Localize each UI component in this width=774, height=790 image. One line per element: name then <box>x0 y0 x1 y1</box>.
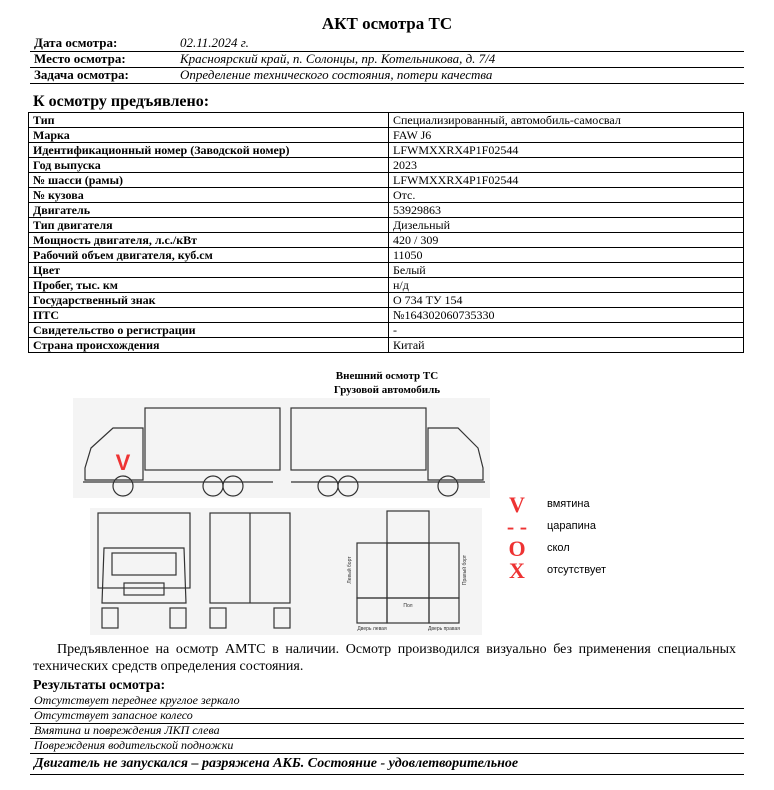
spec-value: Специализированный, автомобиль-самосвал <box>389 113 744 128</box>
legend-missing-symbol: X <box>509 558 525 583</box>
spec-value: - <box>389 323 744 338</box>
result-row <box>30 709 744 724</box>
spec-row <box>29 158 744 173</box>
spec-row <box>29 218 744 233</box>
spec-key: № кузова <box>29 188 389 203</box>
spec-key: Страна происхождения <box>29 338 389 353</box>
spec-row <box>29 203 744 218</box>
top-view-door-right <box>429 598 459 623</box>
spec-value: 2023 <box>389 158 744 173</box>
presented-heading: К осмотру предъявлено: <box>33 93 210 110</box>
spec-value: Дизельный <box>389 218 744 233</box>
spec-row <box>29 308 744 323</box>
legend-dent-label: вмятина <box>547 498 590 510</box>
left-view-cargo-box <box>145 408 280 470</box>
right-view-cargo-box <box>291 408 426 470</box>
spec-value: О 734 ТУ 154 <box>389 293 744 308</box>
spec-value: №164302060735330 <box>389 308 744 323</box>
spec-key: Идентификационный номер (Заводской номер) <box>29 143 389 158</box>
spec-value: Отс. <box>389 188 744 203</box>
top-view-left-side <box>357 543 387 598</box>
result-row <box>30 739 744 754</box>
spec-value: 420 / 309 <box>389 233 744 248</box>
left-view-cab <box>85 428 143 480</box>
spec-row <box>29 278 744 293</box>
spec-value: 11050 <box>389 248 744 263</box>
left-view-rear-wheel-1 <box>203 476 223 496</box>
right-view-rear-wheel-2 <box>338 476 358 496</box>
header-row-place <box>30 51 744 68</box>
header-label: Задача осмотра: <box>34 67 129 82</box>
spec-value: 53929863 <box>389 203 744 218</box>
legend-chip-symbol: O <box>508 536 526 561</box>
header-value: Красноярский край, п. Солонцы, пр. Котельникова, д. 7/4 <box>180 51 496 66</box>
label-right-side: Правый борт <box>462 554 468 586</box>
top-view-door-left <box>357 598 387 623</box>
left-view-front-wheel <box>113 476 133 496</box>
spec-key: Рабочий объем двигателя, куб.см <box>29 248 389 263</box>
spec-row <box>29 248 744 263</box>
right-view-front-wheel <box>438 476 458 496</box>
result-text: Отсутствует переднее круглое зеркало <box>34 693 240 707</box>
result-text: Отсутствует запасное колесо <box>34 708 193 722</box>
left-view-rear-wheel-2 <box>223 476 243 496</box>
conclusion-text: Двигатель не запускался – разряжена АКБ. Состояние - удовлетворительное <box>34 756 519 771</box>
spec-key: Государственный знак <box>29 293 389 308</box>
document-title: АКТ осмотра ТС <box>321 14 453 33</box>
result-text: Вмятина и повреждения ЛКП слева <box>34 723 220 737</box>
damage-mark-dent: V <box>115 450 131 475</box>
spec-row <box>29 293 744 308</box>
inspection-note: Предъявленное на осмотр АМТС в наличии. Осмотр производился визуально без применения специальных технических средств определения состояния. <box>33 642 736 674</box>
spec-row <box>29 188 744 203</box>
spec-value: Китай <box>389 338 744 353</box>
result-row <box>30 694 744 709</box>
spec-value: н/д <box>389 278 744 293</box>
right-view-cab <box>428 428 483 480</box>
vehicle-spec-table <box>28 112 744 353</box>
spec-value: LFWMXXRX4P1F02544 <box>389 173 744 188</box>
legend-scratch-symbol: - - <box>506 514 528 539</box>
spec-row <box>29 128 744 143</box>
legend-dent-symbol: V <box>509 492 525 517</box>
legend-missing-label: отсутствует <box>547 564 607 576</box>
spec-value: Белый <box>389 263 744 278</box>
spec-row <box>29 143 744 158</box>
top-view-front <box>387 511 429 543</box>
spec-key: Пробег, тыс. км <box>29 278 389 293</box>
top-view-floor <box>387 598 429 623</box>
spec-key: Тип <box>29 113 389 128</box>
header-row-task <box>30 67 744 84</box>
spec-key: Тип двигателя <box>29 218 389 233</box>
spec-row <box>29 113 744 128</box>
spec-row <box>29 233 744 248</box>
header-label: Место осмотра: <box>34 51 126 66</box>
spec-key: Год выпуска <box>29 158 389 173</box>
header-value: Определение технического состояния, потери качества <box>180 67 493 82</box>
result-text: Повреждения водительской подножки <box>34 738 234 752</box>
spec-key: Цвет <box>29 263 389 278</box>
spec-key: № шасси (рамы) <box>29 173 389 188</box>
legend-scratch-label: царапина <box>547 520 596 532</box>
top-view-right-side <box>429 543 459 598</box>
label-door-left: Дверь левая <box>357 626 387 632</box>
spec-key: Марка <box>29 128 389 143</box>
spec-key: Мощность двигателя, л.с./кВт <box>29 233 389 248</box>
spec-key: ПТС <box>29 308 389 323</box>
truck-front-rear-top-drawing <box>90 508 482 635</box>
front-view-box <box>98 513 190 588</box>
result-row <box>30 724 744 739</box>
legend-chip-label: скол <box>547 542 570 554</box>
spec-row <box>29 173 744 188</box>
results-heading: Результаты осмотра: <box>33 678 166 693</box>
spec-value: LFWMXXRX4P1F02544 <box>389 143 744 158</box>
spec-key: Двигатель <box>29 203 389 218</box>
label-left-side: Левый борт <box>347 556 353 584</box>
spec-row <box>29 323 744 338</box>
exterior-title-line1: Внешний осмотр ТС <box>335 370 439 382</box>
spec-key: Свидетельство о регистрации <box>29 323 389 338</box>
conclusion <box>30 756 744 775</box>
spec-row <box>29 338 744 353</box>
right-view-rear-wheel-1 <box>318 476 338 496</box>
header-value: 02.11.2024 г. <box>180 35 249 50</box>
truck-side-views-drawing <box>73 398 490 498</box>
header-row-date <box>30 35 744 52</box>
spec-row <box>29 263 744 278</box>
label-floor: Пол <box>403 603 413 609</box>
spec-value: FAW J6 <box>389 128 744 143</box>
header-label: Дата осмотра: <box>34 35 118 50</box>
top-view-roof <box>387 543 429 598</box>
exterior-title-line2: Грузовой автомобиль <box>333 384 441 396</box>
exterior-title <box>0 369 774 397</box>
label-door-right: Дверь правая <box>428 626 460 632</box>
